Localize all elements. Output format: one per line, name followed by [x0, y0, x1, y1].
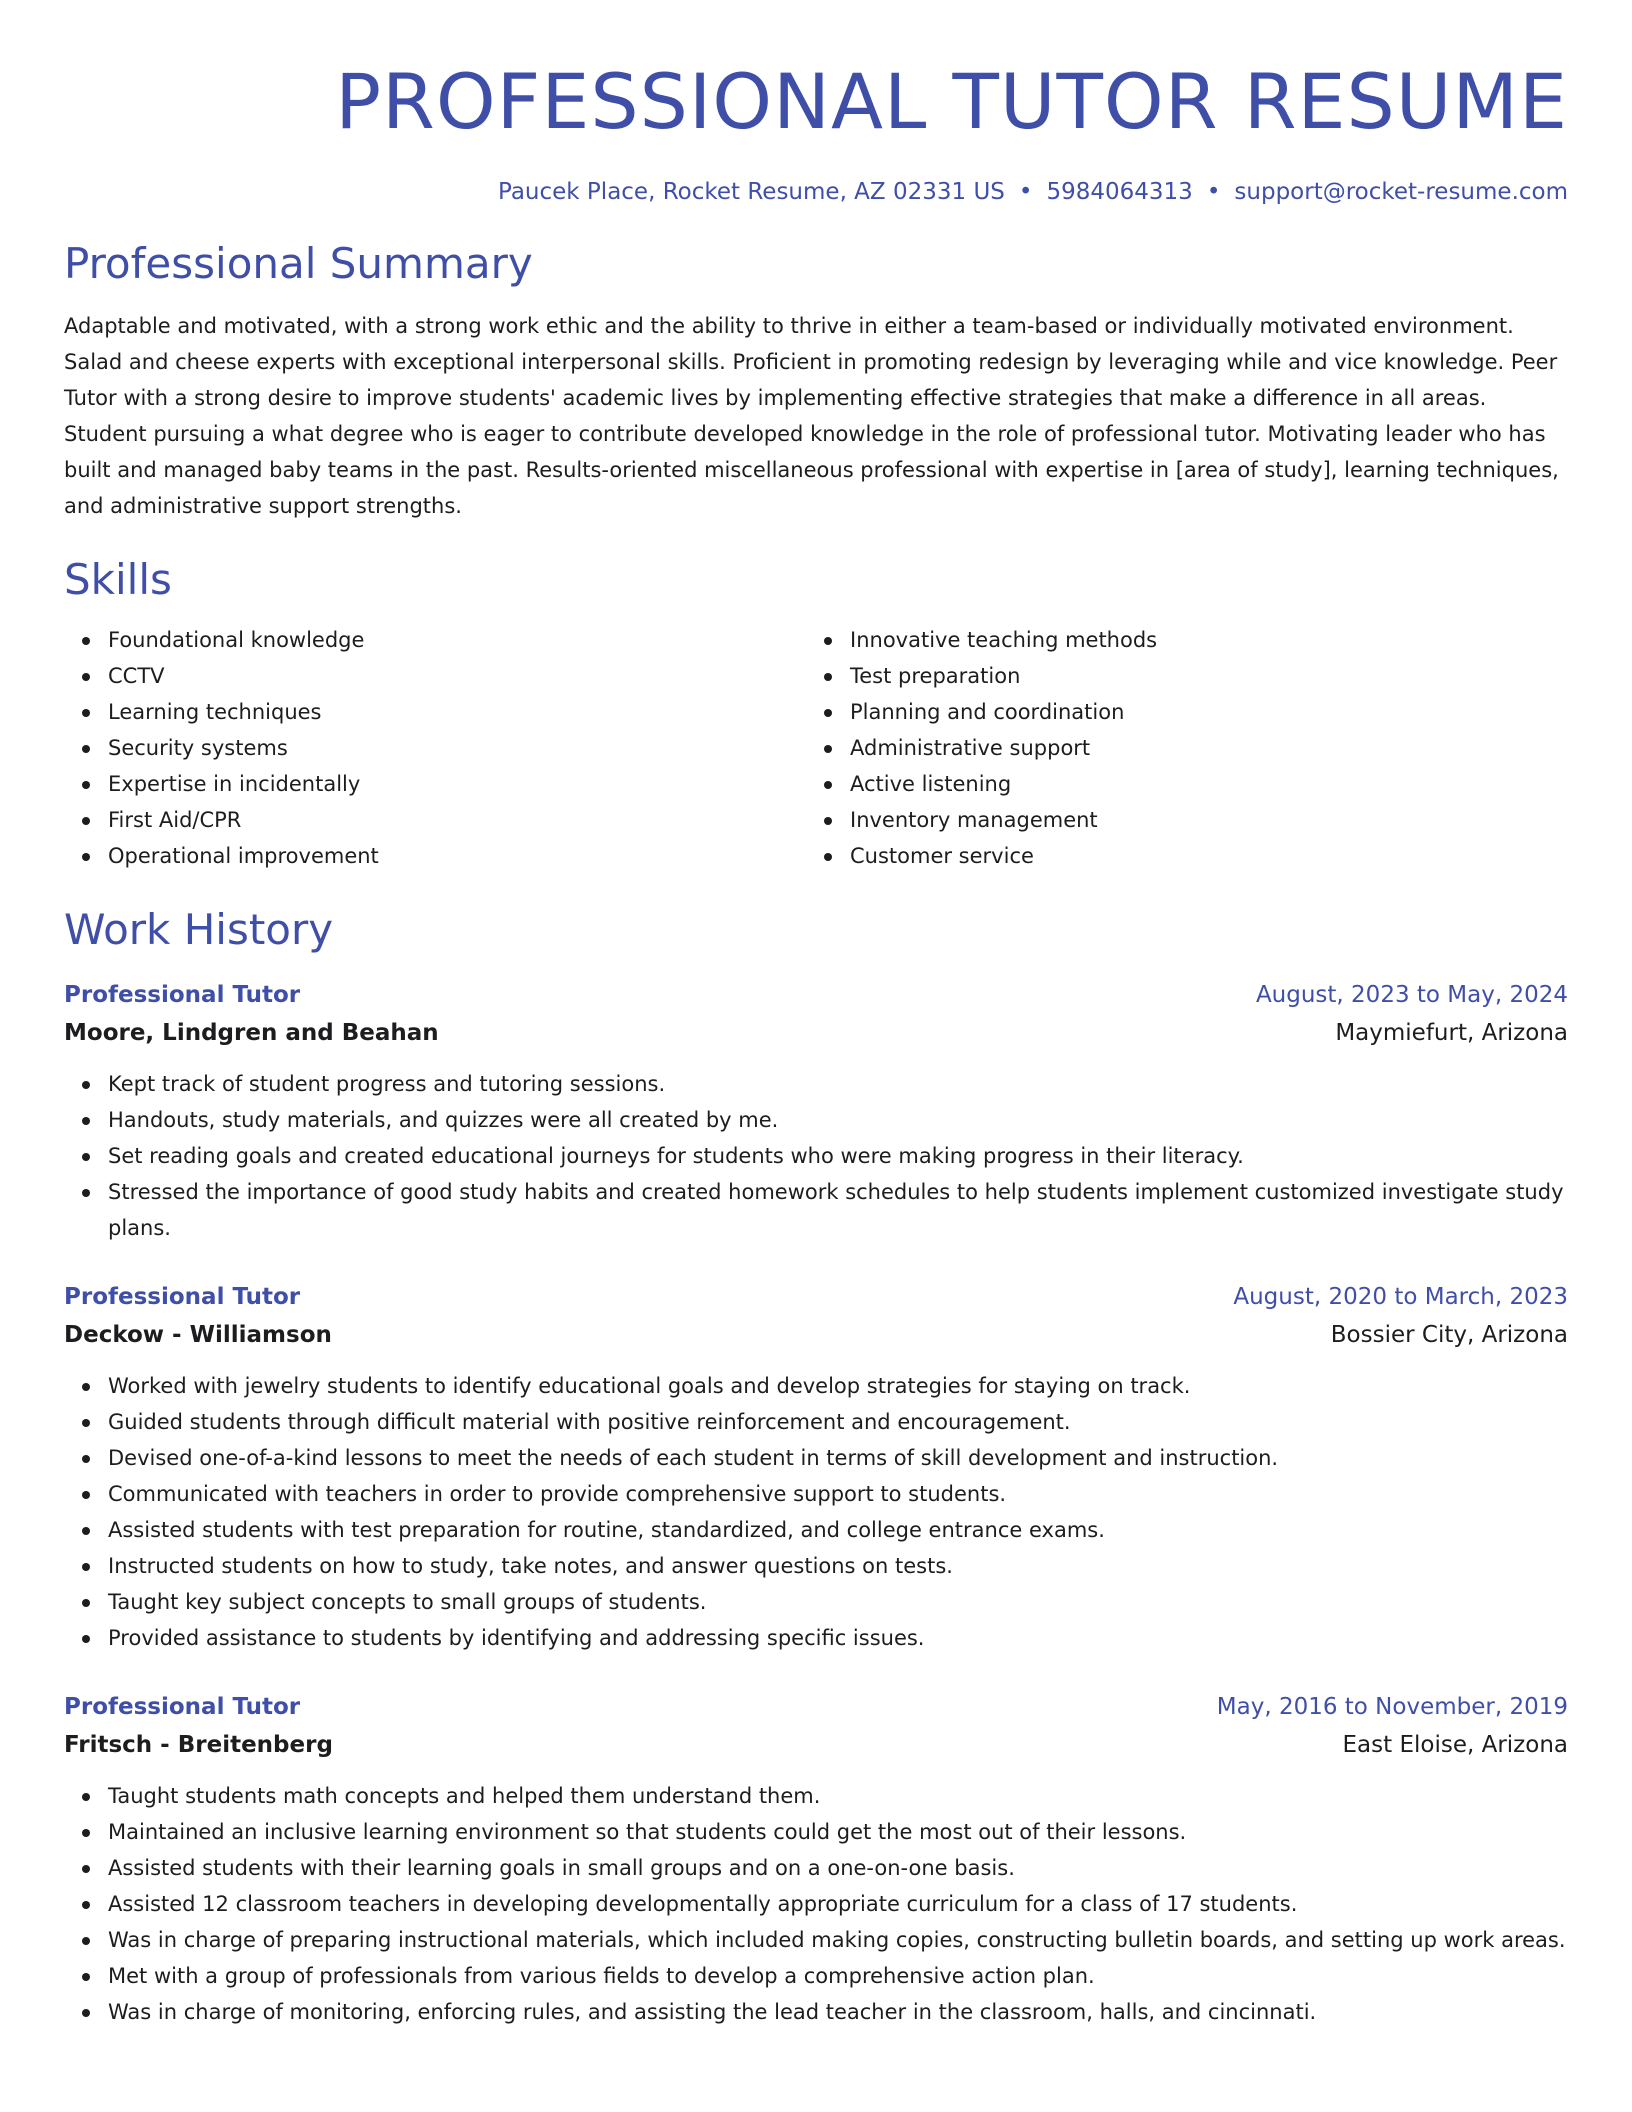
job-company-row [64, 1726, 1568, 1764]
skills-list [64, 622, 1568, 874]
skill-item: Learning techniques [108, 694, 806, 730]
job-bullet: Handouts, study materials, and quizzes were all created by me. [108, 1102, 1568, 1138]
job-bullet-list [64, 1066, 1568, 1246]
summary-text: Adaptable and motivated, with a strong work ethic and the ability to thrive in either a team-based or individually motivated environment. Salad and cheese experts with exceptional interpersonal skills. Proficient in promoting redesign by leveraging while and vice knowledge. Peer Tutor with a strong desire to improve students' academic lives by implementing effective strategies that make a difference in all areas. Student pursuing a what degree who is eager to contribute developed knowledge in the role of professional tutor. Motivating leader who has built and managed baby teams in the past. Results-oriented miscellaneous professional with expertise in [area of study], learning techniques, and administrative support strengths. [64, 314, 1559, 518]
job-bullet: Provided assistance to students by identifying and addressing specific issues. [108, 1620, 1568, 1656]
job-bullet: Instructed students on how to study, take notes, and answer questions on tests. [108, 1548, 1568, 1584]
skill-item: Inventory management [850, 802, 1548, 838]
job-bullet: Taught students math concepts and helped them understand them. [108, 1778, 1568, 1814]
job-company: Moore, Lindgren and Beahan [64, 1020, 439, 1046]
job-title: Professional Tutor [64, 982, 301, 1008]
job-bullet: Assisted students with their learning goals in small groups and on a one-on-one basis. [108, 1850, 1568, 1886]
job-bullet: Stressed the importance of good study habits and created homework schedules to help students implement customized investigate study plans. [108, 1174, 1568, 1246]
skills-column-left [64, 622, 806, 874]
skill-item: Planning and coordination [850, 694, 1548, 730]
skill-item: Administrative support [850, 730, 1548, 766]
contact-address: Paucek Place, Rocket Resume, AZ 02331 US [498, 179, 1005, 205]
job-company: Fritsch - Breitenberg [64, 1732, 333, 1758]
skills-right-list [806, 622, 1548, 874]
skills-heading: Skills [64, 555, 172, 604]
contact-phone: 5984064313 [1046, 179, 1193, 205]
job-company-row [64, 1014, 1568, 1052]
job-title: Professional Tutor [64, 1694, 301, 1720]
job-company-row [64, 1316, 1568, 1354]
job-location: Maymiefurt, Arizona [1335, 1020, 1568, 1046]
job-entry [64, 1688, 1568, 2030]
job-dates: May, 2016 to November, 2019 [1216, 1694, 1568, 1720]
job-bullet: Maintained an inclusive learning environment so that students could get the most out of their lessons. [108, 1814, 1568, 1850]
job-entry [64, 1278, 1568, 1656]
job-bullet-list [64, 1368, 1568, 1656]
work-history-heading: Work History [64, 905, 334, 954]
skill-item: Test preparation [850, 658, 1548, 694]
job-bullet: Was in charge of preparing instructional materials, which included making copies, constructing bulletin boards, and setting up work areas. [108, 1922, 1568, 1958]
skills-column-right [806, 622, 1548, 874]
job-bullet: Taught key subject concepts to small groups of students. [108, 1584, 1568, 1620]
skills-left-list [64, 622, 806, 874]
job-bullet: Was in charge of monitoring, enforcing rules, and assisting the lead teacher in the classroom, halls, and cincinnati. [108, 1994, 1568, 2030]
skill-item: Innovative teaching methods [850, 622, 1548, 658]
job-dates: August, 2020 to March, 2023 [1233, 1284, 1568, 1310]
skill-item: First Aid/CPR [108, 802, 806, 838]
job-bullet: Met with a group of professionals from various fields to develop a comprehensive action plan. [108, 1958, 1568, 1994]
summary-heading: Professional Summary [64, 239, 533, 288]
job-company: Deckow - Williamson [64, 1322, 332, 1348]
job-bullet: Set reading goals and created educational journeys for students who were making progress in their literacy. [108, 1138, 1568, 1174]
skill-item: Foundational knowledge [108, 622, 806, 658]
contact-email[interactable]: support@rocket-resume.com [1234, 179, 1568, 205]
job-dates: August, 2023 to May, 2024 [1255, 982, 1568, 1008]
job-location: East Eloise, Arizona [1342, 1732, 1568, 1758]
skill-item: Customer service [850, 838, 1548, 874]
skill-item: Security systems [108, 730, 806, 766]
job-location: Bossier City, Arizona [1330, 1322, 1568, 1348]
contact-separator: • [1206, 179, 1221, 205]
skill-item: CCTV [108, 658, 806, 694]
contact-separator: • [1018, 179, 1033, 205]
job-title: Professional Tutor [64, 1284, 301, 1310]
job-bullet: Kept track of student progress and tutoring sessions. [108, 1066, 1568, 1102]
job-entry [64, 976, 1568, 1246]
skill-item: Expertise in incidentally [108, 766, 806, 802]
resume-title: PROFESSIONAL TUTOR RESUME [335, 57, 1568, 146]
job-bullet: Communicated with teachers in order to provide comprehensive support to students. [108, 1476, 1568, 1512]
job-bullet: Worked with jewelry students to identify educational goals and develop strategies for staying on track. [108, 1368, 1568, 1404]
job-title-row [64, 1688, 1568, 1726]
job-bullet: Assisted 12 classroom teachers in developing developmentally appropriate curriculum for a class of 17 students. [108, 1886, 1568, 1922]
contact-line [64, 176, 1568, 208]
work-history-list [64, 976, 1568, 2030]
job-bullet: Assisted students with test preparation for routine, standardized, and college entrance exams. [108, 1512, 1568, 1548]
job-bullet: Guided students through difficult material with positive reinforcement and encouragement. [108, 1404, 1568, 1440]
skill-item: Operational improvement [108, 838, 806, 874]
job-title-row [64, 1278, 1568, 1316]
job-title-row [64, 976, 1568, 1014]
skill-item: Active listening [850, 766, 1548, 802]
job-bullet-list [64, 1778, 1568, 2030]
job-bullet: Devised one-of-a-kind lessons to meet the needs of each student in terms of skill development and instruction. [108, 1440, 1568, 1476]
